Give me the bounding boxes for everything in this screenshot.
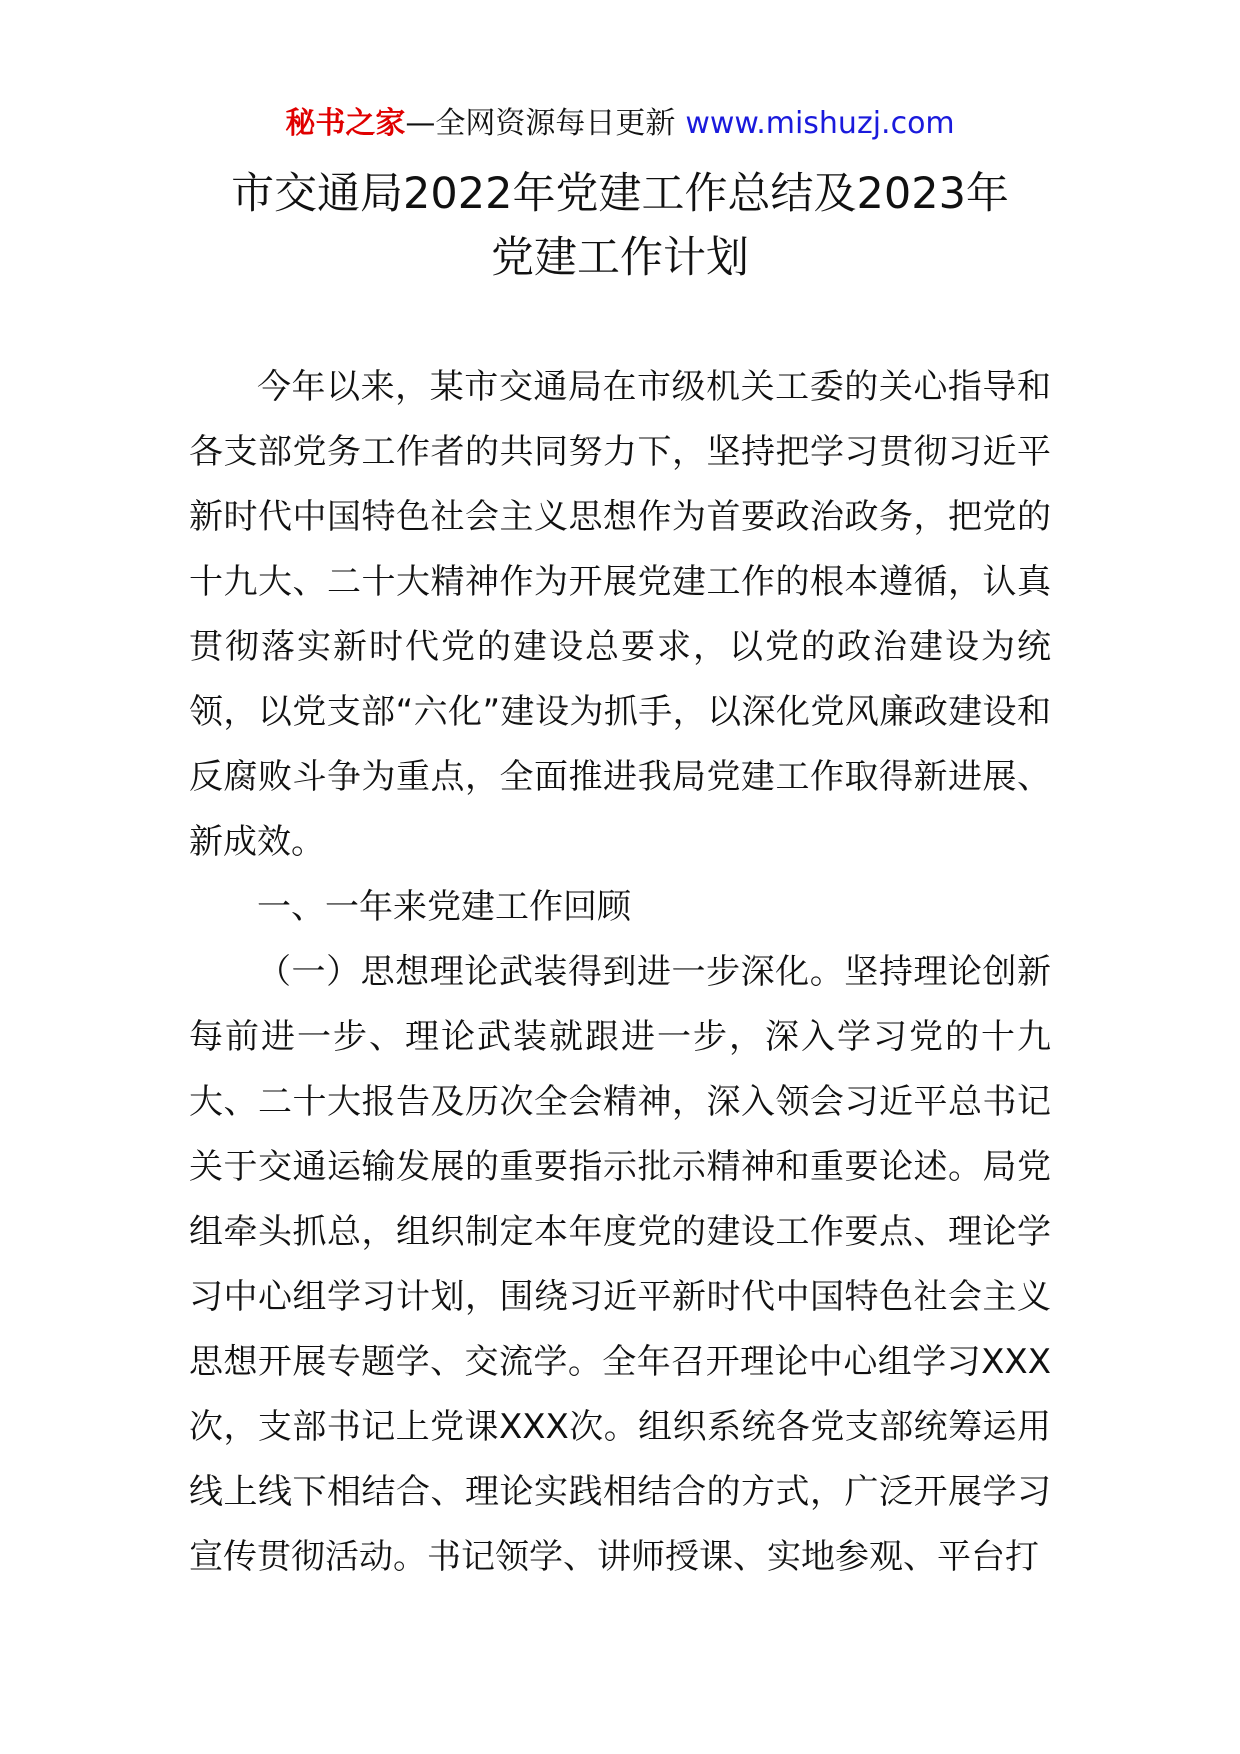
site-header <box>0 104 1240 144</box>
document-title-line-2: 党建工作计划 <box>491 233 749 283</box>
document-body <box>189 355 1051 1590</box>
section-heading: 一、一年来党建工作回顾 <box>257 887 631 927</box>
site-tagline: —全网资源每日更新 <box>405 106 676 141</box>
document-title-line-1: 市交通局2022年党建工作总结及2023年 <box>231 169 1009 219</box>
site-brand: 秘书之家 <box>285 106 406 141</box>
document-title <box>160 162 1080 290</box>
body-paragraph: （一）思想理论武装得到进一步深化。坚持理论创新每前进一步、理论武装就跟进一步，深入学习党的十九大、二十大报告及历次全会精神，深入领会习近平总书记关于交通运输发展的重要指示批示精神和重要论述。局党组牵头抓总，组织制定本年度党的建设工作要点、理论学习中心组学习计划，围绕习近平新时代中国特色社会主义思想开展专题学、交流学。全年召开理论中心组学习XXX次，支部书记上党课XXX次。组织系统各党支部统筹运用线上线下相结合、理论实践相结合的方式，广泛开展学习宣传贯彻活动。书记领学、讲师授课、实地参观、平台打 <box>189 952 1051 1577</box>
intro-paragraph: 今年以来，某市交通局在市级机关工委的关心指导和各支部党务工作者的共同努力下，坚持把学习贯彻习近平新时代中国特色社会主义思想作为首要政治政务，把党的十九大、二十大精神作为开展党建工作的根本遵循，认真贯彻落实新时代党的建设总要求，以党的政治建设为统领，以党支部“六化”建设为抓手，以深化党风廉政建设和反腐败斗争为重点，全面推进我局党建工作取得新进展、新成效。 <box>189 367 1051 862</box>
site-url-link[interactable]: www.mishuzj.com <box>685 106 955 141</box>
